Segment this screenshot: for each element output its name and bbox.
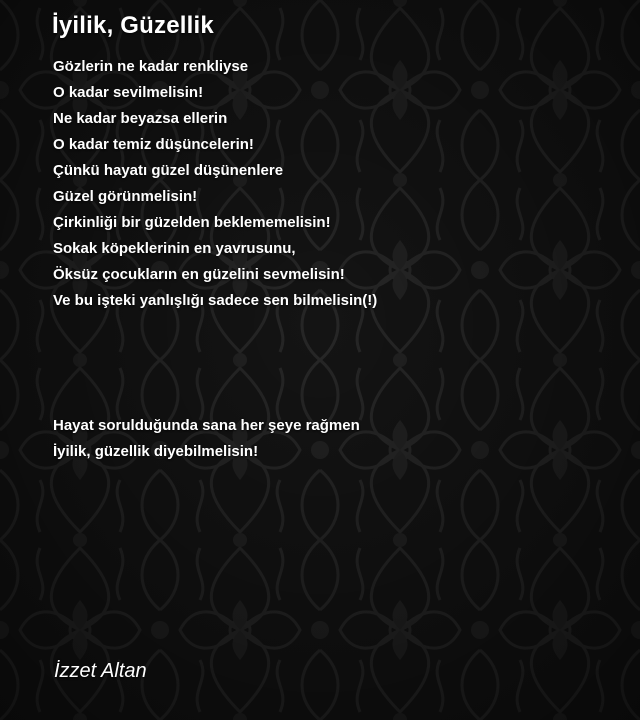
poem-line: Güzel görünmelisin! <box>53 188 198 205</box>
poem-line: İyilik, güzellik diyebilmelisin! <box>53 443 259 460</box>
poem-line: O kadar temiz düşüncelerin! <box>53 136 254 153</box>
poem-line: Çünkü hayatı güzel düşünenlere <box>53 162 284 179</box>
poem-line: Hayat sorulduğunda sana her şeye rağmen <box>53 417 360 434</box>
poem-line: Gözlerin ne kadar renkliyse <box>53 58 249 75</box>
stanza-2 <box>53 413 360 465</box>
poem-line: Çirkinliği bir güzelden beklememelisin! <box>53 214 331 231</box>
poem-line: Ne kadar beyazsa ellerin <box>53 110 228 127</box>
poem-title: İyilik, Güzellik <box>52 12 214 39</box>
poem-line: O kadar sevilmelisin! <box>53 84 204 101</box>
poem-line: Sokak köpeklerinin en yavrusunu, <box>53 240 296 257</box>
stanza-1 <box>53 54 377 314</box>
poem-author: İzzet Altan <box>54 660 147 682</box>
poem-line: Öksüz çocukların en güzelini sevmelisin! <box>53 266 345 283</box>
poem-line: Ve bu işteki yanlışlığı sadece sen bilmelisin(!) <box>53 292 378 309</box>
